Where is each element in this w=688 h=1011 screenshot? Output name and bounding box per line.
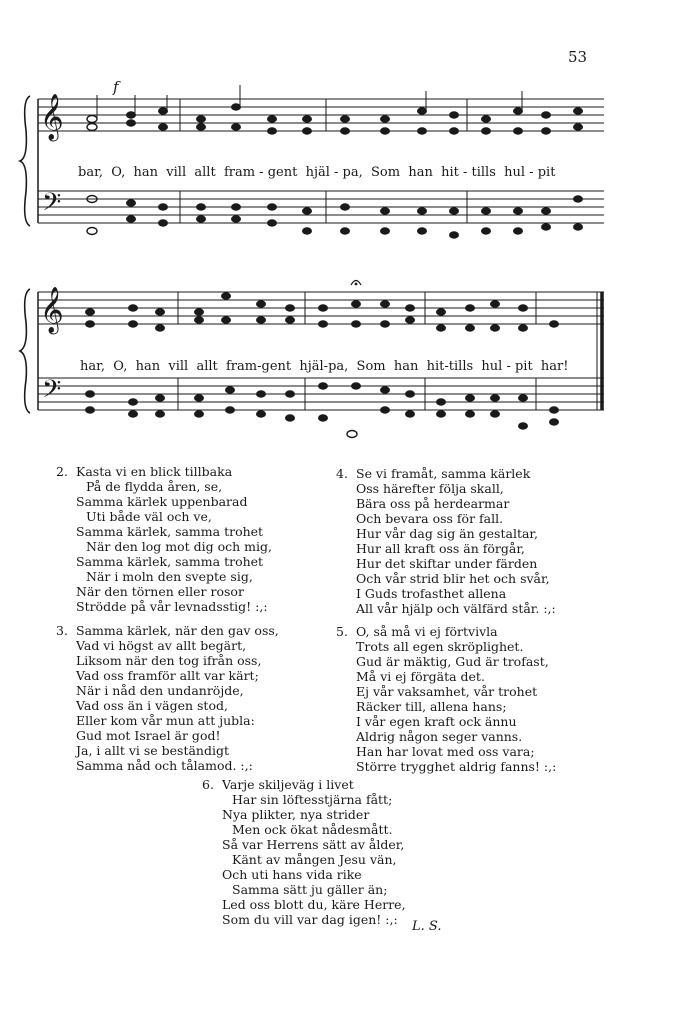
verse-line: Större trygghet aldrig fanns! :,: bbox=[356, 759, 557, 774]
page-number: 53 bbox=[568, 48, 588, 66]
treble-staff-1 bbox=[38, 99, 604, 131]
verse-line: Trots all egen skröplighet. bbox=[356, 639, 524, 654]
verse-line: Samma nåd och tålamod. :,: bbox=[76, 758, 253, 773]
verse-line: I Guds trofasthet allena bbox=[356, 586, 507, 601]
lyrics-system-1: bar, O, han vill allt fram - gent hjäl - pa, Som han hit - tills hul - pit bbox=[78, 165, 556, 180]
author-signature: L. S. bbox=[412, 919, 442, 934]
verse-line: Har sin löftesstjärna fått; bbox=[232, 792, 393, 807]
verse-line: Ja, i allt vi se beständigt bbox=[76, 743, 230, 758]
verse-number: 5. bbox=[336, 624, 348, 639]
verse-line: All vår hjälp och välfärd står. :,: bbox=[356, 601, 556, 616]
verse-line: Vad vi högst av allt begärt, bbox=[76, 638, 247, 653]
verse-line: Men ock ökat nådesmått. bbox=[232, 822, 393, 837]
verse-line: Samma sätt ju gäller än; bbox=[232, 882, 388, 897]
verse-line: Vad oss framför allt var kärt; bbox=[76, 668, 259, 683]
verse-line: Som du vill var dag igen! :,: bbox=[222, 912, 398, 927]
verse-line: När den log mot dig och mig, bbox=[86, 539, 272, 554]
verse-6 bbox=[202, 777, 406, 927]
verse-line: Hur vår dag sig än gestaltar, bbox=[356, 526, 538, 541]
music-score bbox=[0, 0, 688, 460]
verse-line: Hur det skiftar under färden bbox=[356, 556, 538, 571]
verse-line: Uti både väl och ve, bbox=[86, 509, 212, 524]
verse-line: Samma kärlek, samma trohet bbox=[76, 524, 264, 539]
verse-line: Gud är mäktig, Gud är trofast, bbox=[356, 654, 549, 669]
verse-line: Och vår strid blir het och svår, bbox=[356, 571, 550, 586]
verse-line: I vår egen kraft ock ännu bbox=[356, 714, 517, 729]
verse-number: 6. bbox=[202, 777, 214, 792]
verse-line: Samma kärlek, samma trohet bbox=[76, 554, 264, 569]
verse-line: Vad oss än i vägen stod, bbox=[76, 698, 228, 713]
treble-clef-2: 𝄞 bbox=[40, 287, 64, 333]
verse-4 bbox=[336, 466, 556, 616]
verse-line: Må vi ej förgäta det. bbox=[356, 669, 485, 684]
notes-treble-2 bbox=[86, 293, 559, 331]
verse-line: Gud mot Israel är god! bbox=[76, 728, 221, 743]
verse-5 bbox=[336, 624, 556, 774]
treble-clef-1: 𝄞 bbox=[40, 94, 64, 140]
system-1 bbox=[20, 96, 604, 226]
verse-line: Led oss blott du, käre Herre, bbox=[222, 897, 406, 912]
verse-line: O, så må vi ej förtvivla bbox=[356, 624, 498, 639]
bass-staff-1 bbox=[38, 191, 604, 223]
verse-line: Liksom när den tog ifrån oss, bbox=[76, 653, 262, 668]
verse-line: Räcker till, allena hans; bbox=[356, 699, 507, 714]
verse-number: 2. bbox=[56, 464, 68, 479]
verse-2 bbox=[56, 464, 272, 614]
verse-line: Och bevara oss för fall. bbox=[356, 511, 504, 526]
verse-line: Samma kärlek, när den gav oss, bbox=[76, 623, 279, 638]
bass-clef-2: 𝄢 bbox=[42, 375, 62, 410]
verse-line: Varje skiljeväg i livet bbox=[222, 777, 354, 792]
verse-line: Aldrig någon seger vanns. bbox=[356, 729, 523, 744]
verse-number: 4. bbox=[336, 466, 348, 481]
verse-line: Nya plikter, nya strider bbox=[222, 807, 370, 822]
dynamic-forte: f bbox=[113, 78, 119, 96]
verse-line: Eller kom vår mun att jubla: bbox=[76, 713, 255, 728]
verse-line: Och uti hans vida rike bbox=[222, 867, 362, 882]
verse-line: På de flydda åren, se, bbox=[86, 479, 223, 494]
notes-treble-1 bbox=[87, 85, 583, 134]
verse-line: När i nåd den undanröjde, bbox=[76, 683, 244, 698]
notes-bass-1 bbox=[87, 196, 583, 239]
verse-line: Han har lovat med oss vara; bbox=[356, 744, 535, 759]
verse-3 bbox=[56, 623, 279, 773]
verse-line: Så var Herrens sätt av ålder, bbox=[222, 837, 405, 852]
system-2 bbox=[20, 289, 604, 413]
bass-clef-1: 𝄢 bbox=[42, 188, 62, 223]
verse-line: När i moln den svepte sig, bbox=[86, 569, 253, 584]
lyrics-system-2: har, O, han vill allt fram-gent hjäl-pa, Som han hit-tills hul - pit har! bbox=[80, 359, 569, 374]
verse-line: När den törnen eller rosor bbox=[76, 584, 244, 599]
verse-line: Känt av mången Jesu vän, bbox=[232, 852, 397, 867]
verse-line: Ej vår vaksamhet, vår trohet bbox=[356, 684, 538, 699]
verse-line: Kasta vi en blick tillbaka bbox=[76, 464, 233, 479]
verse-line: Strödde på vår levnadsstig! :,: bbox=[76, 599, 268, 614]
verse-number: 3. bbox=[56, 623, 68, 638]
verse-line: Bära oss på herdearmar bbox=[356, 496, 510, 511]
verse-line: Se vi framåt, samma kärlek bbox=[356, 466, 531, 481]
verse-line: Oss härefter följa skall, bbox=[356, 481, 504, 496]
verse-line: Hur all kraft oss än förgår, bbox=[356, 541, 525, 556]
verse-line: Samma kärlek uppenbarad bbox=[76, 494, 248, 509]
